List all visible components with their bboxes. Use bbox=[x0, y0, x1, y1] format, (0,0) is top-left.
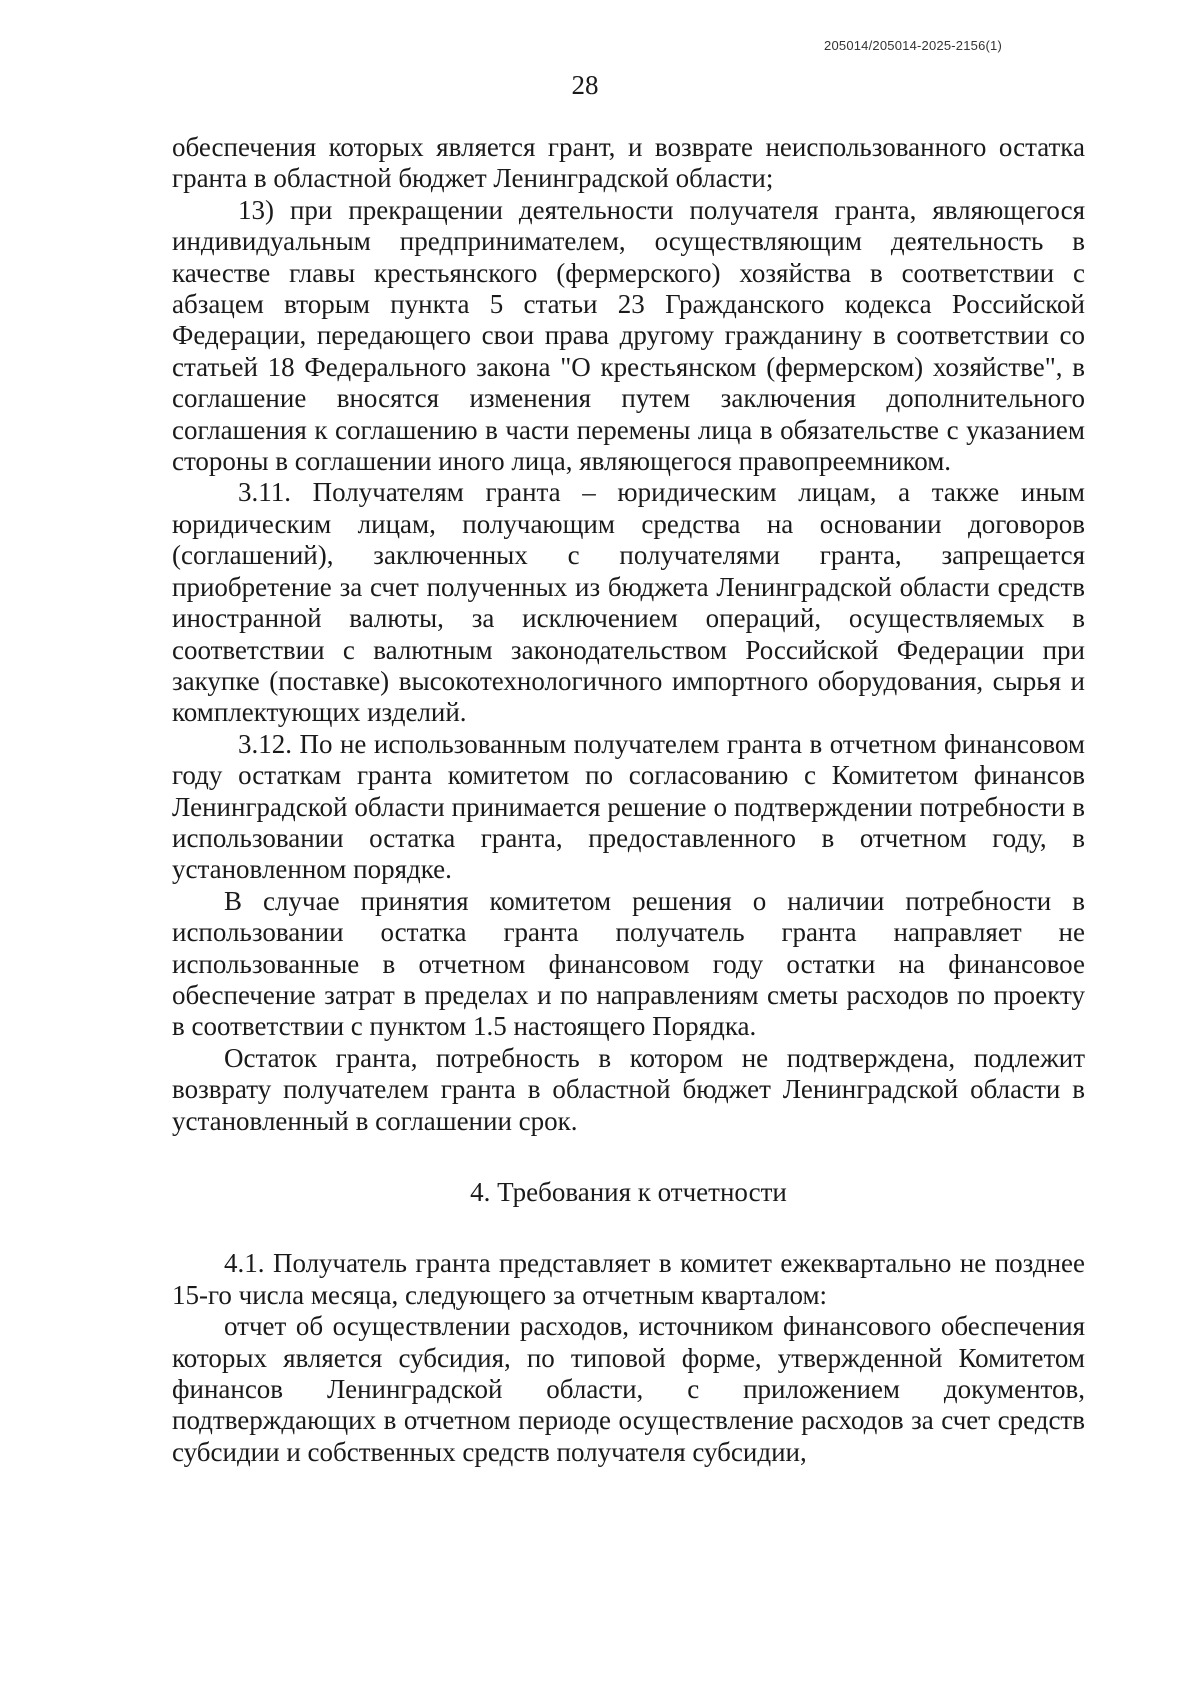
paragraph-continuation: обеспечения которых является грант, и возврате неиспользованного остатка гранта в областной бюджет Ленинградской области; bbox=[172, 132, 1085, 194]
page-number: 28 bbox=[571, 70, 599, 100]
paragraph-case: В случае принятия комитетом решения о наличии потребности в использовании остатка гранта получатель гранта направляет не использованные в отчетном финансовом году остатки на финансовое обеспечение затрат в пределах и по направлениям сметы расходов по проекту в соответствии с пунктом 1.5 настоящего Порядка. bbox=[172, 885, 1085, 1042]
document-body bbox=[172, 132, 1085, 1468]
paragraph-3-11: 3.11. Получателям гранта – юридическим лицам, а также иным юридическим лицам, получающим средства на основании договоров (соглашений), заключенных с получателями гранта, запрещается приобретение за счет полученных из бюджета Ленинградской области средств иностранной валюты, за исключением операций, осуществляемых в соответствии с валютным законодательством Российской Федерации при закупке (поставке) высокотехнологичного импортного оборудования, сырья и комплектующих изделий. bbox=[172, 477, 1085, 728]
paragraph-13: 13) при прекращении деятельности получателя гранта, являющегося индивидуальным предпринимателем, осуществляющим деятельность в качестве главы крестьянского (фермерского) хозяйства в соответствии с абзацем вторым пункта 5 статьи 23 Гражданского кодекса Российской Федерации, передающего свои права другому гражданину в соответствии со статьей 18 Федерального закона "О крестьянском (фермерском) хозяйстве", в соглашение вносятся изменения путем заключения дополнительного соглашения к соглашению в части перемены лица в обязательстве с указанием стороны в соглашении иного лица, являющегося правопреемником. bbox=[172, 194, 1085, 477]
paragraph-4-1: 4.1. Получатель гранта представляет в комитет ежеквартально не позднее 15-го числа месяца, следующего за отчетным кварталом: bbox=[172, 1248, 1085, 1310]
paragraph-remainder: Остаток гранта, потребность в котором не подтверждена, подлежит возврату получателем гранта в областной бюджет Ленинградской области в установленный в соглашении срок. bbox=[172, 1042, 1085, 1136]
section-4-heading: 4. Требования к отчетности bbox=[470, 1177, 787, 1207]
paragraph-3-12: 3.12. По не использованным получателем гранта в отчетном финансовом году остаткам гранта комитетом по согласованию с Комитетом финансов Ленинградской области принимается решение о подтверждении потребности в использовании остатка гранта, предоставленного в отчетном году, в установленном порядке. bbox=[172, 728, 1085, 885]
paragraph-report: отчет об осуществлении расходов, источником финансового обеспечения которых является субсидия, по типовой форме, утвержденной Комитетом финансов Ленинградской области, с приложением документов, подтверждающих в отчетном периоде осуществление расходов за счет средств субсидии и собственных средств получателя субсидии, bbox=[172, 1311, 1085, 1467]
document-id: 205014/205014-2025-2156(1) bbox=[824, 38, 1002, 53]
